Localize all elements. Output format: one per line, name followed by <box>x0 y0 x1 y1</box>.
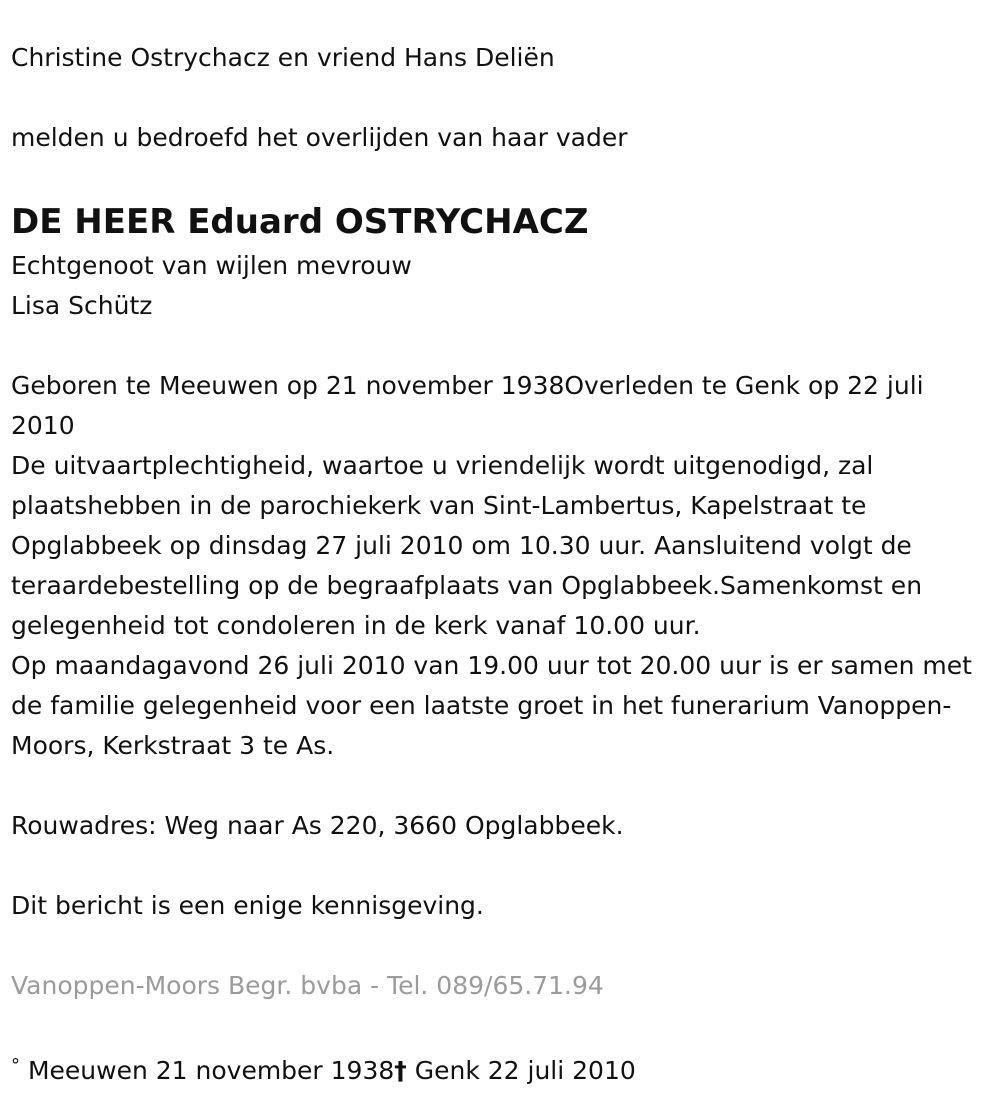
spouse-line-1: Echtgenoot van wijlen mevrouw <box>11 251 412 280</box>
intro-line: Christine Ostrychacz en vriend Hans Deliën <box>11 43 555 72</box>
spacer <box>11 326 1000 366</box>
death-summary: Genk 22 juli 2010 <box>414 1056 636 1085</box>
message-line: melden u bedroefd het overlijden van haar vader <box>11 123 628 152</box>
spacer <box>11 1006 1000 1046</box>
spacer <box>11 766 1000 806</box>
ceremony-paragraph: De uitvaartplechtigheid, waartoe u vriendelijk wordt uitgenodigd, zal plaatshebben in de parochiekerk van Sint-Lambertus, Kapelstraat te Opglabbeek op dinsdag 27 juli 2010 om 10.30 uur. Aansluitend volgt de teraardebestelling op de begraafplaats van Opglabbeek.Samenkomst en gelegenheid tot condoleren in de kerk vanaf 10.00 uur. <box>11 451 923 640</box>
birth-death-paragraph: Geboren te Meeuwen op 21 november 1938Overleden te Genk op 22 juli 2010 <box>11 371 924 440</box>
spouse-line-2: Lisa Schütz <box>11 291 153 320</box>
spacer <box>11 846 1000 886</box>
spacer <box>11 78 1000 118</box>
death-cross-icon: † <box>394 1056 407 1085</box>
funeral-home-line: Vanoppen-Moors Begr. bvba - Tel. 089/65.71.94 <box>11 971 604 1000</box>
birth-summary: Meeuwen 21 november 1938 <box>27 1056 395 1085</box>
visitation-paragraph: Op maandagavond 26 juli 2010 van 19.00 uur tot 20.00 uur is er samen met de familie gelegenheid voor een laatste groet in het funerarium Vanoppen-Moors, Kerkstraat 3 te As. <box>11 651 972 760</box>
dates-summary <box>11 1046 1000 1091</box>
spacer <box>11 926 1000 966</box>
notice-line: Dit bericht is een enige kennisgeving. <box>11 891 484 920</box>
mourning-address: Rouwadres: Weg naar As 220, 3660 Opglabbeek. <box>11 811 624 840</box>
deceased-name: DE HEER Eduard OSTRYCHACZ <box>11 202 589 242</box>
birth-symbol-icon: ° <box>11 1055 20 1076</box>
spacer <box>11 158 1000 198</box>
